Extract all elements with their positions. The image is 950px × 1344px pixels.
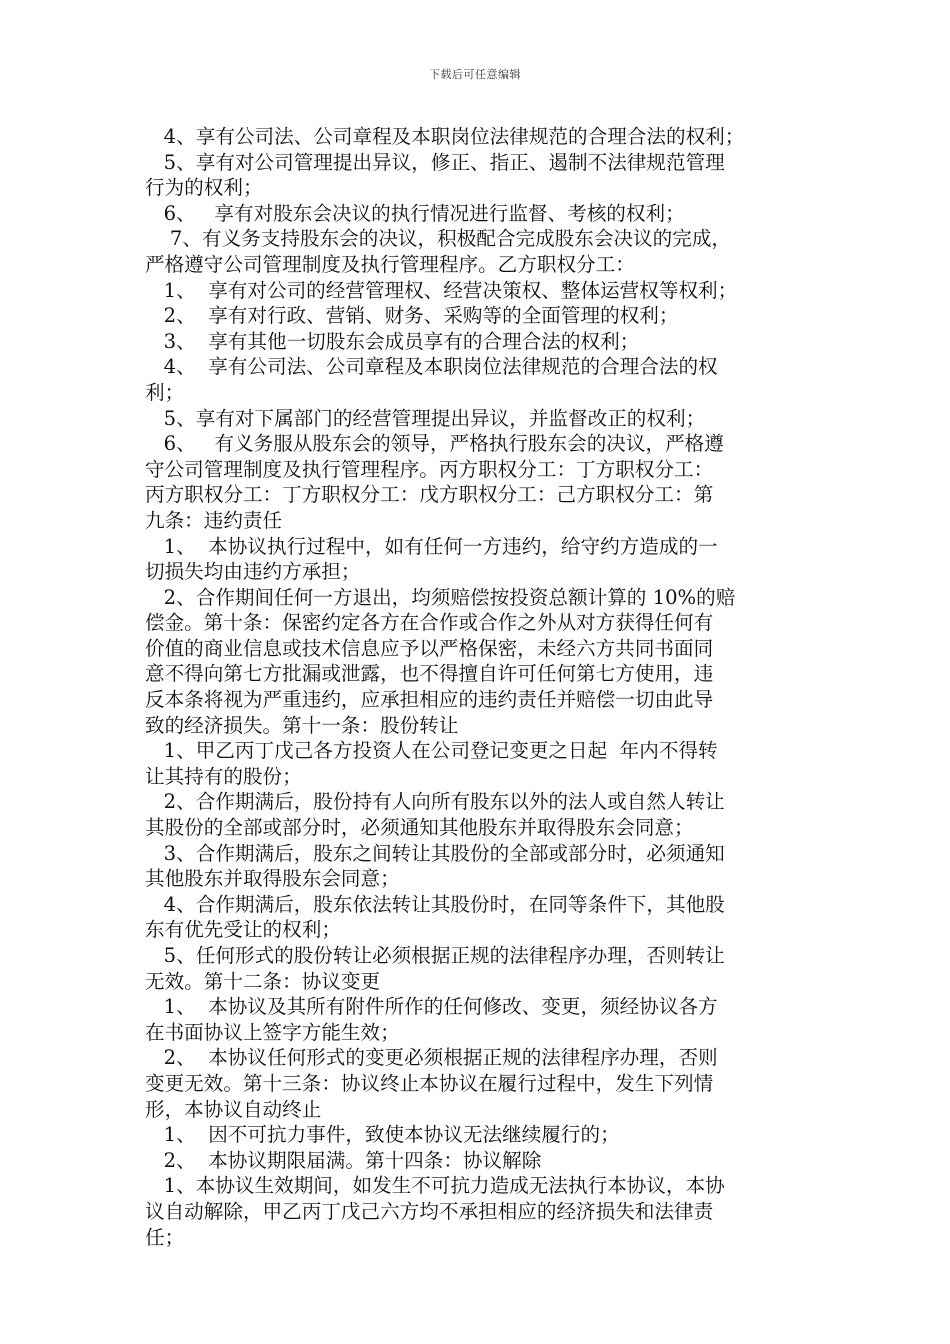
text-line: 1、本协议生效期间，如发生不可抗力造成无法执行本协议，本协 bbox=[145, 1174, 725, 1198]
text-line: 1、甲乙丙丁戊己各方投资人在公司登记变更之日起 年内不得转 bbox=[145, 739, 718, 763]
text-line: 东有优先受让的权利； bbox=[145, 918, 341, 942]
text-line: 5、享有对下属部门的经营管理提出异议，并监督改正的权利； bbox=[145, 406, 706, 430]
text-line: 6、 享有对股东会决议的执行情况进行监督、考核的权利； bbox=[145, 201, 685, 225]
text-line: 1、 本协议执行过程中，如有任何一方违约，给守约方造成的一 bbox=[145, 534, 718, 558]
text-line: 形，本协议自动终止 bbox=[145, 1097, 322, 1121]
text-line: 议自动解除，甲乙丙丁戊己六方均不承担相应的经济损失和法律责 bbox=[145, 1199, 714, 1223]
text-line: 3、合作期满后，股东之间转让其股份的全部或部分时，必须通知 bbox=[145, 841, 725, 865]
text-line: 九条：违约责任 bbox=[145, 508, 283, 532]
text-line: 5、任何形式的股份转让必须根据正规的法律程序办理，否则转让 bbox=[145, 944, 725, 967]
text-line: 4、享有公司法、公司章程及本职岗位法律规范的合理合法的权利； bbox=[145, 125, 745, 148]
text-line: 致的经济损失。第十一条：股份转让 bbox=[145, 713, 459, 737]
contract-body bbox=[145, 124, 810, 1250]
text-line: 2、 享有对行政、营销、财务、采购等的全面管理的权利； bbox=[145, 304, 679, 328]
text-line: 4、 享有公司法、公司章程及本职岗位法律规范的合理合法的权 bbox=[145, 355, 718, 379]
text-line: 2、合作期间任何一方退出，均须赔偿按投资总额计算的 10%的赔 bbox=[145, 585, 736, 609]
text-line: 任； bbox=[145, 1225, 185, 1249]
text-line: 变更无效。第十三条：协议终止本协议在履行过程中，发生下列情 bbox=[145, 1071, 714, 1095]
text-line: 无效。第十二条：协议变更 bbox=[145, 969, 381, 993]
text-line: 让其持有的股份； bbox=[145, 764, 302, 788]
text-line: 2、 本协议任何形式的变更必须根据正规的法律程序办理，否则 bbox=[145, 1046, 718, 1070]
text-line: 3、 享有其他一切股东会成员享有的合理合法的权利； bbox=[145, 329, 640, 353]
text-line: 1、 享有对公司的经营管理权、经营决策权、整体运营权等权利； bbox=[145, 278, 738, 302]
text-line: 1、 因不可抗力事件，致使本协议无法继续履行的； bbox=[145, 1123, 620, 1147]
text-line: 其股份的全部或部分时，必须通知其他股东并取得股东会同意； bbox=[145, 816, 694, 840]
text-line: 切损失均由违约方承担； bbox=[145, 560, 361, 584]
text-line: 严格遵守公司管理制度及执行管理程序。乙方职权分工： bbox=[145, 252, 635, 276]
text-line: 2、合作期满后，股份持有人向所有股东以外的法人或自然人转让 bbox=[145, 790, 725, 814]
text-line: 4、合作期满后，股东依法转让其股份时，在同等条件下，其他股 bbox=[145, 892, 725, 916]
text-line: 守公司管理制度及执行管理程序。丙方职权分工：丁方职权分工： bbox=[145, 457, 714, 481]
text-line: 行为的权利； bbox=[145, 176, 263, 200]
text-line: 2、 本协议期限届满。第十四条：协议解除 bbox=[145, 1148, 542, 1172]
text-line: 价值的商业信息或技术信息应予以严格保密，未经六方共同书面同 bbox=[145, 636, 714, 660]
text-line: 利； bbox=[145, 380, 185, 404]
text-line: 6、 有义务服从股东会的领导，严格执行股东会的决议，严格遵 bbox=[145, 432, 724, 456]
text-line: 其他股东并取得股东会同意； bbox=[145, 867, 400, 891]
text-line: 5、享有对公司管理提出异议，修正、指正、遏制不法律规范管理 bbox=[145, 150, 725, 174]
text-line: 7、有义务支持股东会的决议，积极配合完成股东会决议的完成， bbox=[145, 227, 732, 251]
text-line: 意不得向第七方批漏或泄露，也不得擅自许可任何第七方使用，违 bbox=[145, 662, 714, 686]
text-line: 在书面协议上签字方能生效； bbox=[145, 1020, 400, 1044]
text-line: 偿金。第十条：保密约定各方在合作或合作之外从对方获得任何有 bbox=[145, 611, 714, 635]
text-line: 1、 本协议及其所有附件所作的任何修改、变更，须经协议各方 bbox=[145, 995, 718, 1019]
text-line: 丙方职权分工：丁方职权分工：戊方职权分工：己方职权分工：第 bbox=[145, 483, 714, 507]
text-line: 反本条将视为严重违约，应承担相应的违约责任并赔偿一切由此导 bbox=[145, 688, 714, 712]
header-note: 下载后可任意编辑 bbox=[429, 68, 521, 81]
